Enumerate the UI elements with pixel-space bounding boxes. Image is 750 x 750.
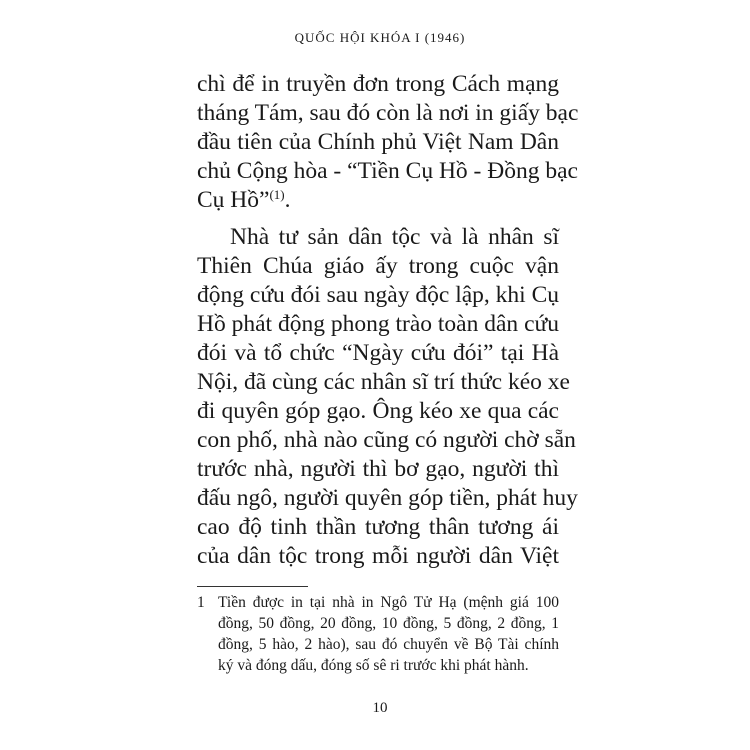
text-line: đấu ngô, người quyên góp tiền, phát huy [197, 485, 578, 511]
footnote-reference[interactable]: (1) [269, 187, 285, 202]
text-line: Thiên Chúa giáo ấy trong cuộc vận [197, 253, 559, 279]
footnote-line: ký và đóng dấu, đóng số sê ri trước khi phát hành. [218, 657, 529, 674]
text-line: tháng Tám, sau đó còn là nơi in giấy bạc [197, 100, 579, 126]
sentence-end: . [284, 187, 291, 213]
text-line: Nhà tư sản dân tộc và là nhân sĩ [230, 224, 559, 250]
text-line: chì để in truyền đơn trong Cách mạng [197, 71, 559, 97]
text-line: chủ Cộng hòa - “Tiền Cụ Hồ - Đồng bạc [197, 158, 578, 184]
footnote [197, 592, 559, 676]
running-header: QUỐC HỘI KHÓA I (1946) [294, 30, 466, 45]
text-line: trước nhà, người thì bơ gạo, người thì [197, 456, 559, 482]
page-number: 10 [372, 700, 388, 716]
text-line: động cứu đói sau ngày độc lập, khi Cụ [197, 282, 559, 308]
footnote-text [218, 592, 559, 676]
text-line: của dân tộc trong mỗi người dân Việt [197, 543, 559, 569]
paragraph-2 [197, 223, 578, 571]
text-line: Nội, đã cùng các nhân sĩ trí thức kéo xe [197, 369, 570, 395]
text-line [197, 186, 559, 215]
text-line: con phố, nhà nào cũng có người chờ sẵn [197, 427, 576, 453]
paragraph-1 [197, 70, 579, 215]
body-text [197, 70, 579, 571]
text-line: cao độ tinh thần tương thân tương ái [197, 514, 559, 540]
text-line-content: Cụ Hồ” [197, 187, 270, 213]
footnote-line: Tiền được in tại nhà in Ngô Tử Hạ (mệnh giá 100 [218, 594, 559, 611]
text-line: Hồ phát động phong trào toàn dân cứu [197, 311, 559, 337]
footnote-number: 1 [197, 594, 205, 611]
footnote-line: đồng, 50 đồng, 20 đồng, 10 đồng, 5 đồng, 2 đồng, 1 [218, 615, 559, 632]
footnote-line: đồng, 5 hào, 2 hào), sau đó chuyển về Bộ Tài chính [218, 636, 559, 653]
text-line: đầu tiên của Chính phủ Việt Nam Dân [197, 129, 559, 155]
text-line: đói và tổ chức “Ngày cứu đói” tại Hà [197, 340, 559, 366]
footnote-divider [197, 586, 308, 587]
text-line: đi quyên góp gạo. Ông kéo xe qua các [197, 398, 559, 424]
